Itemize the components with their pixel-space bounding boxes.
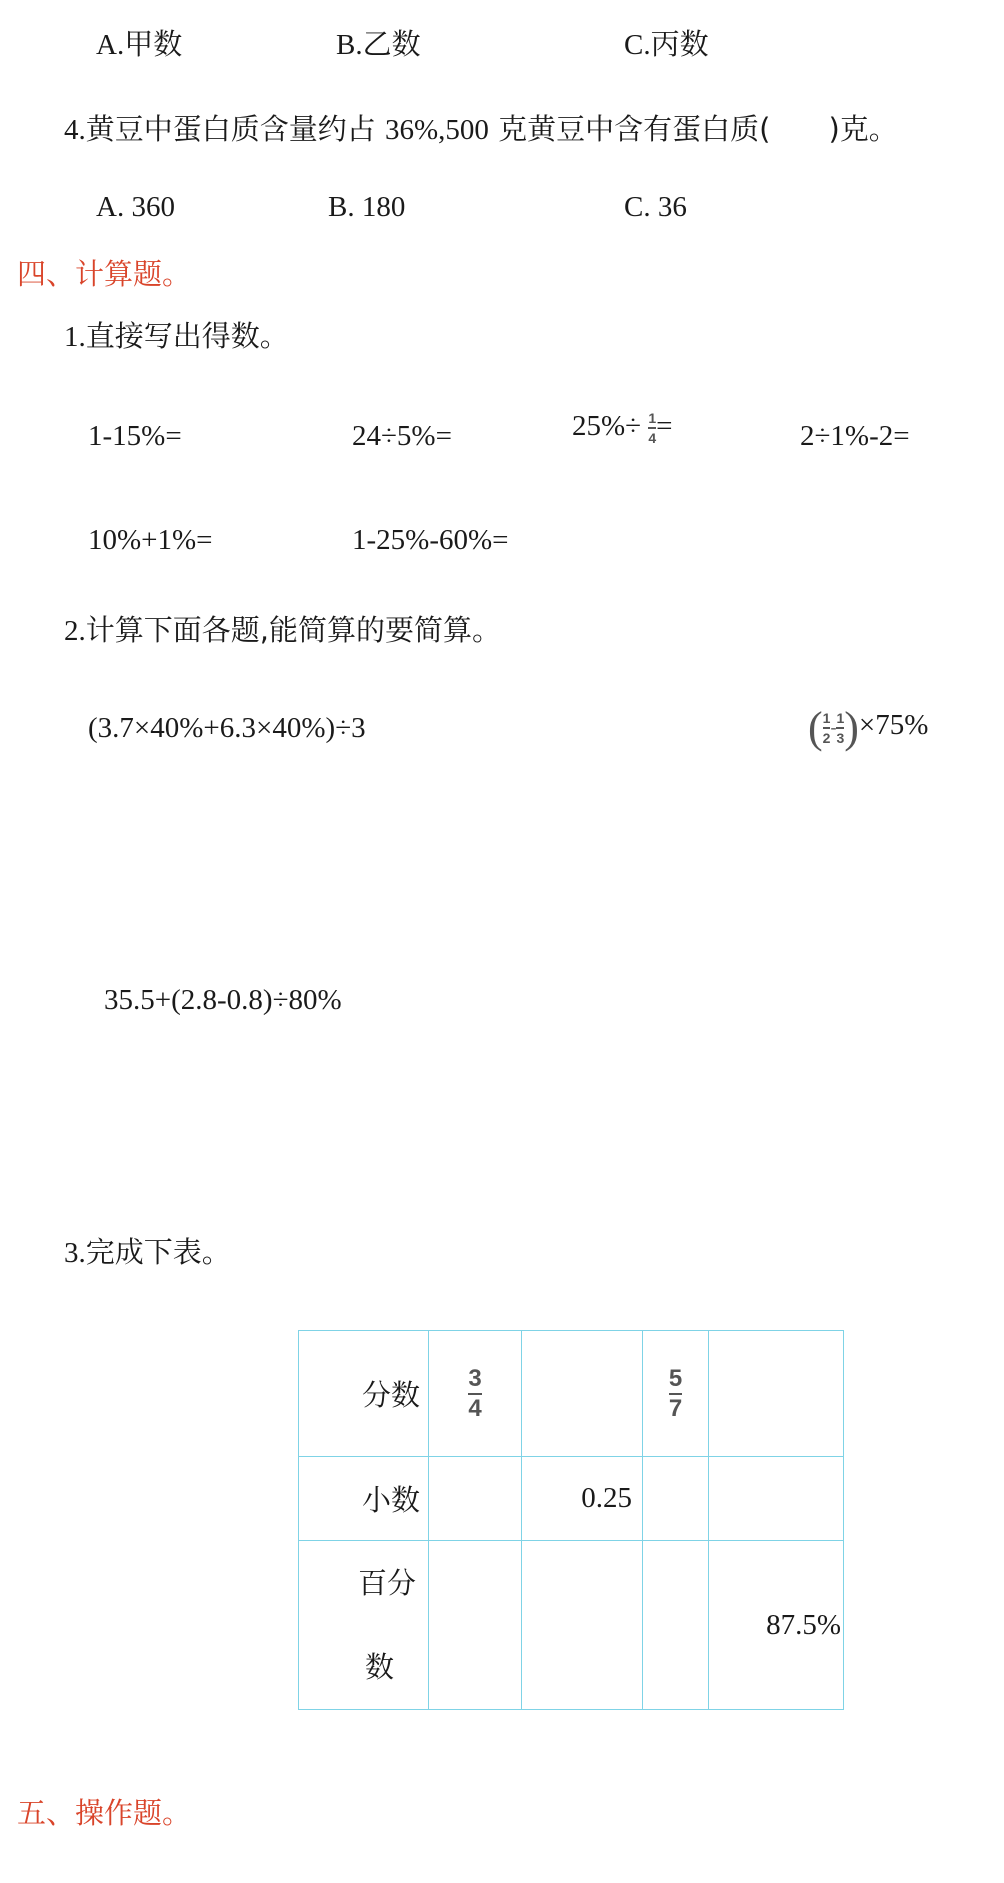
problem-1-heading [64,314,289,355]
q3-option-a: A.甲数 [96,29,183,61]
table-row-decimal [299,1457,844,1541]
problem-3-number: 3. [64,1237,86,1269]
table-cell [429,1457,522,1541]
problem-3-heading [64,1230,231,1271]
fraction-numerator: 5 [668,1364,683,1392]
row-header-decimal: 小数 [299,1457,429,1541]
q4-option-c: C. 36 [624,191,687,223]
calc-item-6: 1-25%-60%= [352,524,509,556]
expression-2 [808,702,928,753]
calc-item-2: 24÷5%= [352,420,452,452]
q3-option-b: B.乙数 [336,29,421,61]
question-4-number: 4. [64,114,86,146]
table-cell [429,1331,522,1457]
q4-option-b: B. 180 [328,191,406,223]
calc-item-1: 1-15%= [88,420,182,452]
table-fraction-3-4 [468,1364,482,1422]
table-cell: 0.25 [522,1457,643,1541]
table-cell: 87.5% [709,1541,844,1710]
expression-1: (3.7×40%+6.3×40%)÷3 [88,712,366,744]
table-cell [429,1541,522,1710]
expression-2-tail: ×75% [858,709,929,742]
question-4-text-after: 克黄豆中含有蛋白质( )克。 [498,112,898,146]
calc-item-4: 2÷1%-2= [800,420,910,452]
fraction-numerator: 1 [822,709,831,726]
problem-2-heading [64,608,501,649]
problem-3-title: 完成下表。 [85,1235,231,1269]
right-paren: ) [844,703,859,752]
problem-1-title: 直接写出得数。 [85,319,289,353]
q4-option-a: A. 360 [96,191,175,223]
expression-3: 35.5+(2.8-0.8)÷80% [104,984,342,1016]
left-paren: ( [808,703,823,752]
table-row-percent [299,1541,844,1710]
fraction-bar [648,427,656,429]
fraction-denominator: 7 [668,1394,683,1422]
calc-item-3-right: = [656,410,673,442]
calc-item-3 [572,410,672,445]
table-cell [643,1457,709,1541]
fraction-numerator: 3 [468,1364,482,1392]
question-4-stat: 36%,500 [384,114,489,146]
table-cell [643,1331,709,1457]
fraction-denominator: 4 [648,430,657,447]
row-header-percent [299,1541,429,1710]
table-cell [709,1331,844,1457]
fraction-denominator: 2 [822,729,831,746]
fraction-numerator: 1 [648,410,657,427]
row-header-fraction: 分数 [299,1331,429,1457]
row-header-percent-line2: 数 [364,1650,394,1684]
table-fraction-5-7 [668,1364,683,1422]
problem-1-number: 1. [64,321,86,353]
row-header-percent-line1: 百分 [357,1566,416,1600]
section-5-title: 五、操作题。 [17,1796,192,1830]
fraction-denominator: 3 [836,729,845,746]
q3-option-c: C.丙数 [624,29,709,61]
question-4 [64,107,898,148]
calc-item-5: 10%+1%= [88,524,213,556]
question-4-text-before: 黄豆中蛋白质含量约占 [85,112,376,146]
conversion-table [298,1330,844,1710]
fraction-denominator: 4 [468,1394,482,1422]
table-cell [643,1541,709,1710]
table-cell [522,1541,643,1710]
expression-2-minus: - [830,717,837,737]
calc-item-3-left: 25%÷ [572,410,642,442]
section-4-title: 四、计算题。 [17,257,192,291]
problem-2-number: 2. [64,615,86,647]
fraction-numerator: 1 [836,709,845,726]
calc-item-3-fraction [648,411,656,445]
table-cell [709,1457,844,1541]
table-cell [522,1331,643,1457]
problem-2-title: 计算下面各题,能简算的要简算。 [85,613,501,647]
table-row-fraction [299,1331,844,1457]
